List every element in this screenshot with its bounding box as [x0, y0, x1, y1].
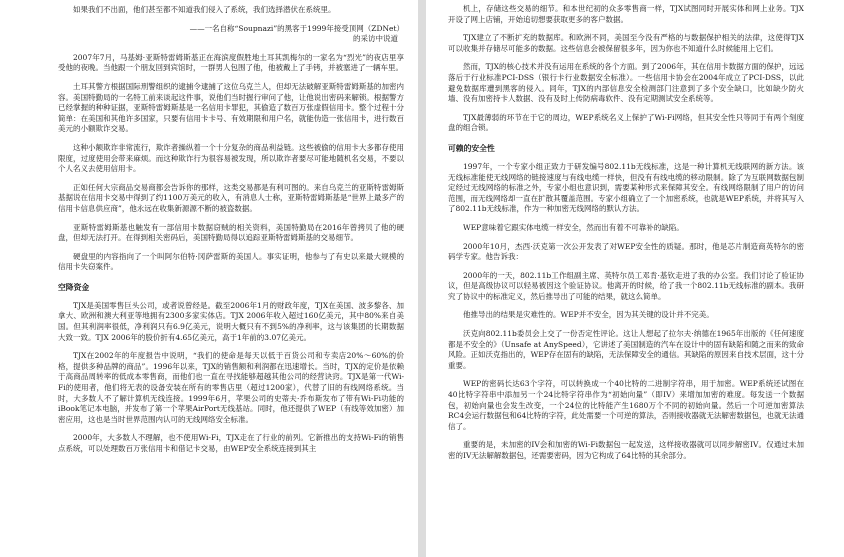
paragraph: 2007年7月，马基姆·亚斯特雷姆斯基正在海滨度假胜地土耳其凯梅尔的一家名为“烈光”的夜店里享受他的夜晚。当他跟一个朋友回到宾馆时，一群男人包围了他，他被戴上了手铐，并被塞进了一辆车里。 [58, 52, 404, 73]
book-gutter [418, 0, 426, 557]
paragraph: 2000年10月，杰西·沃克第一次公开发表了对WEP安全性的质疑。那时，他是芯片制造商英特尔的密码学专家。他告诉我： [448, 241, 804, 262]
left-page [0, 0, 418, 557]
paragraph: 土耳其警方根据国际刑警组织的逮捕令逮捕了这位乌克兰人，但却无法破解亚斯特雷姆斯基的加密内容。美国特勤局的一名特工前来谈起这件事，说他们当时握行审问了他，让他说出密码来解锁。根据警方已经掌握的种种证据，亚斯特雷姆斯基是一名信用卡罪犯，其偷造了数百万张虚假信用卡。整个过程十分简单：在美国和其他许多国家，只要有信用卡卡号、有效期限和用户名，就能伪造一张信用卡，进行数百美元的小额欺诈交易。 [58, 81, 404, 134]
paragraph: 1997年，一个专家小组正致力于研发编号802.11b无线标准，这是一种计算机无线联网的新方法。该无线标准能使无线网络的链接速度与有线电缆一样快，但没有有线电缆的移动限制。除了为互联网数据包制定经过无线网络的标准之外，专家小组也意识到，需要某种形式来保障其安全。有线网络限制了用户的访问范围，而无线网络却一直在扩散其覆盖范围。专家小组确立了一个加密系统，也就是WEP系统，并将其写入了802.11b无线标准，作为一种加密无线网络的默认方法。 [448, 161, 804, 214]
paragraph: WEP意味着它跟实体电缆一样安全，然而出有着不可靠补的缺陷。 [463, 222, 684, 232]
section-heading: 可赖的安全性 [448, 143, 495, 153]
paragraph: 亚斯特雷姆斯基也触发有一部信用卡数据窃贼的相关资料，美国特勤局在2016年曾拷贝了他的硬盘，但却无法打开。在得到相关密码后，美国特勤局得以追踪亚斯特雷姆斯基的交易细节。 [58, 222, 404, 243]
paragraph: 这种小额欺诈非常流行，欺诈者操纵着一个十分复杂的商品利益链。这些被偷的信用卡大多都存使用限度，过度使用会带来麻烦。而这种欺诈行为很容易被发现，所以欺诈者要尽可能地随机名交易，不要以个人名义去使用信用卡。 [58, 142, 404, 174]
paragraph: 沃克向802.11b委员会上交了一份否定性评论。这让人想起了拉尔夫·纳德在1965年出版的《任何速度都是不安全的》（Unsafe at AnySpeed），它讲述了美国制造的汽车在设计中的固有缺陷和随之而来的致命风险。正如沃克指出的，WEP存在固有的缺陷，无法保障安全的通信。其缺陷的原因来自技术层面，这十分重要。 [448, 329, 804, 370]
paragraph: 正如任何大宗商品交易商都会告诉你的那样，这类交易都是有利可图的。来自乌克兰的亚斯特雷姆斯基据说在信用卡交易中得到了约1100万美元的收入，有消息人士称，亚斯特雷姆斯基是“世界上最多产的信用卡信息供应商”，他永远在收集新源源不断的被盗数据。 [58, 182, 404, 213]
epigraph-source: 的采访中说道 [353, 34, 398, 44]
paragraph: TJX建立了不断扩充的数据库。和欧洲不同，美国至今没有严格的与数据保护相关的法律，这使得TJX可以收集并存储尽可能多的数据。这些信息会被保留很多年，因为你也不知道什么时候能用上它们。 [448, 33, 804, 53]
epigraph-line: ——一名自称“Soupnazi”的黑客于1999年接受顶网（ZDNet） [189, 23, 404, 33]
paragraph: 然而，TJX的核心技术并没有运用在系统的各个方面。到了2006年，其在信用卡数据方面的保护，远远落后于行业标准PCI-DSS（银行卡行业数据安全标准）。一些信用卡协会在2004年成立了PCI-DSS，以此避免数据库遭到黑客的侵入。同年，TJX的内部信息安全检测部门注意到了多个安全缺口，比如缺少防火墙、没有加密持卡人数据、没有及时上传防病毒软件、没有定期测试安全系统等。 [448, 62, 804, 104]
paragraph: WEP的密码长达63个字符，可以转换成一个40比特的二进制字符串，用于加密。WEP系统还试图在40比特字符串中添加另一个24比特字符串作为“初始向量”（即IV）来增加加密的难度。每发送一个数据包，初始向量也会发生改变，一个24位的比特能产生1680万个不同的初始向量。然后一个可逆加密算法RC4会运行数据包和64比特的字符，此处需要一个可逆的算法，否则接收器就无法解密数据包，也就无法通信了。 [448, 379, 804, 431]
paragraph: 他推导出的结果是灾难性的。WEP并不安全，因为其关键的设计并不完美。 [463, 310, 714, 320]
paragraph: TJX是美国零售巨头公司，或者说曾经是。截至2006年1月的财政年度，TJX在美国、波多黎各、加拿大、欧洲和澳大利亚等地拥有2300多家实体店。TJX 2006年收入超过160亿美元，其中80%来自美国。但其利润率很低，净利润只有6.9亿美元，说明大概只有不到5%的净利率，这与该集团的长期数据大致一致。TJX 2006年的股价折有4.65亿美元，高于1年前的3.07亿美元。 [58, 300, 404, 342]
paragraph: 机上，存储这些交易的细节。和本世纪初的众多零售商一样，TJX试图同时开展实体和网上业务。TJX开设了网上店铺，开始追切想要获取更多的客户数据。 [448, 4, 804, 24]
paragraph: 2000年的一天，802.11b工作组副主席、英特尔员工邓肯·基钦走进了我的办公室。我们讨论了验证协议，但是高级协议可以轻易被因这个验证协议。他离开的时候，给了我一个802.11b无线标准的副本。我研究了协议中的标准定义，然后推导出了可能的结果，就这么简单。 [448, 270, 804, 301]
paragraph: 重要的是，未加密的IV会和加密的Wi-Fi数据包一起发送，这样接收器就可以同步解密IV。仅通过未加密的IV无法解解数据包，还需要密码，因为它构成了64比特的其余部分。 [448, 440, 804, 460]
paragraph: TJX最薄弱的环节在于它的周边，WEP系统名义上保护了Wi-Fi网络，但其安全性只等同于有两个刻度盘的组合锁。 [448, 112, 804, 133]
paragraph: 如果我们不出面，他们甚至都不知道我们侵入了系统，我们选择潜伏在系统里。 [73, 5, 336, 14]
right-page [426, 0, 844, 557]
paragraph: 硬盘里的内容指向了一个叫阿尔伯特·冈萨雷斯的美国人。事实证明，他参与了有史以来最大规模的信用卡失窃案件。 [58, 251, 404, 272]
section-heading: 空降资金 [58, 282, 90, 292]
paragraph: TJX在2002年的年度报告中说明，“我们的使命是每天以低于百货公司和专卖店20%～60%的价格，提供多种品牌的商品”。1996年以来，TJX的销售额和利润都在迅速增长。当时，TJX的定价是依赖于高商品周转率的低成本零售商，而他们也一直在寻找能够超越其他公司的经营诀窍。TJX是第一代Wi-Fi的使用者，他们将无表的设备安装在所有的零售店里（超过1200家），代替了旧的有线网络系统。当时，大多数人不了解计算机无线连接。1999年6月，苹果公司的史蒂夫·乔布斯发布了带有Wi-Fi功能的iBook笔记本电脑，并发布了第一个苹果AirPort无线基站。同时，他还提供了WEP（有线等效加密）加密应用，这也是当时世界范围内认可的无线网络安全标准。 [58, 351, 404, 424]
paragraph: 2000年，大多数人不理解，也不使用Wi-Fi，TJX走在了行业的前列。它新推出的支持Wi-Fi的销售点系统，可以处理数百万张信用卡和借记卡交易，由WEP安全系统连接到其主 [58, 433, 404, 453]
